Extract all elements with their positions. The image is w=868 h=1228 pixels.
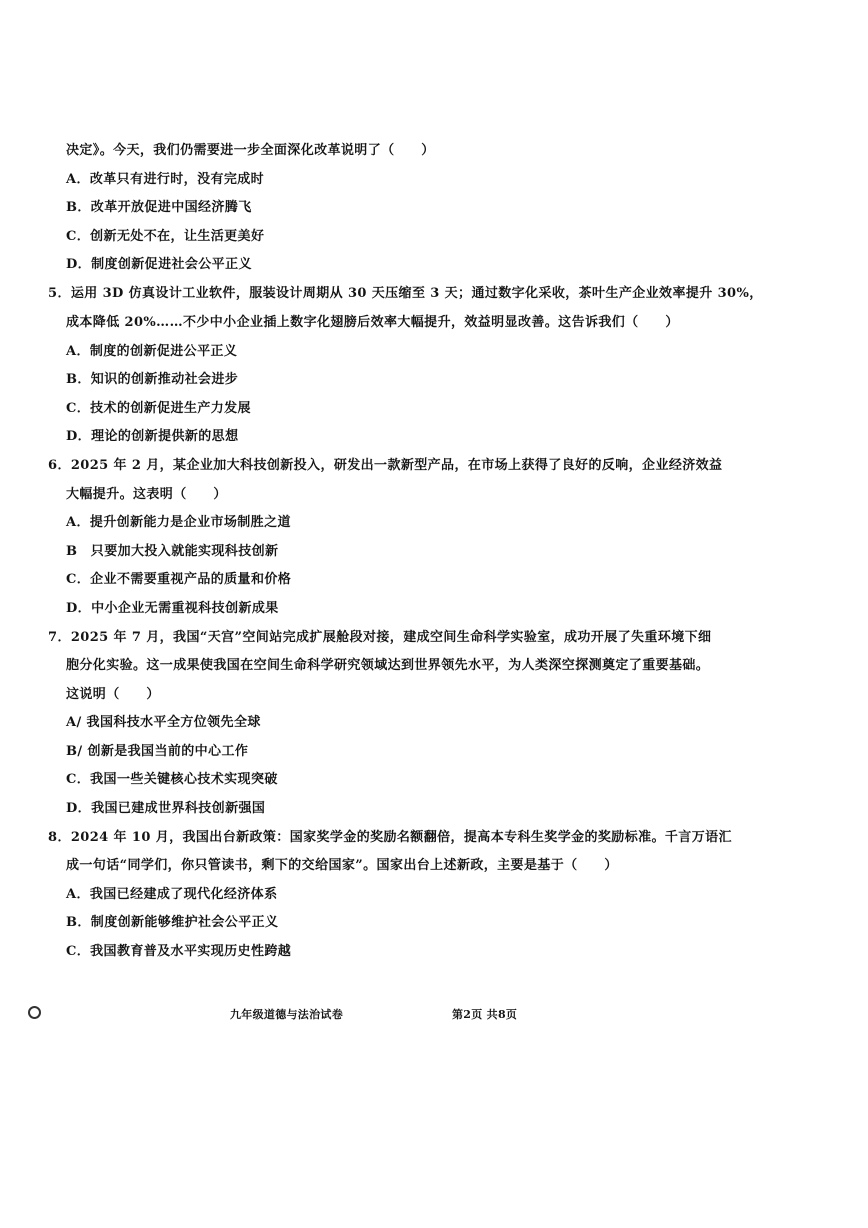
question-4-option-c: C．创新无处不在，让生活更美好: [66, 229, 265, 244]
footer-subject: 九年级道德与法治试卷: [230, 1008, 343, 1021]
question-8-option-a: A．我国已经建成了现代化经济体系: [66, 887, 278, 902]
question-5-stem-line-2: 成本降低 20%……不少中小企业插上数字化翅膀后效率大幅提升，效益明显改善。这告诉我们（ ）: [66, 315, 679, 330]
question-6-option-d: D．中小企业无需重视科技创新成果: [66, 601, 279, 616]
question-8-option-c: C．我国教育普及水平实现历史性跨越: [66, 944, 292, 959]
question-6-stem-line-2: 大幅提升。这表明（ ）: [66, 487, 227, 502]
question-4-option-a: A．改革只有进行时，没有完成时: [66, 172, 265, 187]
question-6-option-b: B 只要加大投入就能实现科技创新: [66, 544, 279, 559]
question-4-option-d: D．制度创新促进社会公平正义: [66, 257, 252, 272]
question-5-stem-line-1: 5．运用 3D 仿真设计工业软件，服装设计周期从 30 天压缩至 3 天；通过数字化采收，茶叶生产企业效率提升 30%，: [48, 286, 763, 301]
question-8-stem-line-1: 8．2024 年 10 月，我国出台新政策：国家奖学金的奖励名额翻倍，提高本专科生奖学金的奖励标准。千言万语汇: [48, 830, 732, 845]
question-8-stem-line-2: 成一句话“同学们，你只管读书，剩下的交给国家”。国家出台上述新政，主要是基于（ ）: [66, 858, 618, 873]
question-7-option-c: C．我国一些关键核心技术实现突破: [66, 772, 278, 787]
question-8-option-b: B．制度创新能够维护社会公平正义: [66, 915, 279, 930]
question-7-option-d: D．我国已建成世界科技创新强国: [66, 801, 266, 816]
question-7-option-a: A/ 我国科技水平全方位领先全球: [66, 715, 261, 730]
question-6-option-a: A．提升创新能力是企业市场制胜之道: [66, 515, 291, 530]
question-7-stem-line-3: 这说明（ ）: [66, 687, 160, 702]
question-5-option-a: A．制度的创新促进公平正义: [66, 344, 238, 359]
question-5-option-b: B．知识的创新推动社会进步: [66, 372, 239, 387]
question-7-stem-line-1: 7．2025 年 7 月，我国“天宫”空间站完成扩展舱段对接，建成空间生命科学实验室，成功开展了失重环境下细: [48, 630, 712, 645]
question-6-option-c: C．企业不需要重视产品的质量和价格: [66, 572, 292, 587]
question-6-stem-line-1: 6．2025 年 2 月，某企业加大科技创新投入，研发出一款新型产品，在市场上获得了良好的反响，企业经济效益: [48, 458, 723, 473]
footer-page-number: 第2页 共8页: [452, 1008, 518, 1021]
question-5-option-d: D．理论的创新提供新的思想: [66, 429, 239, 444]
binding-hole-icon: [28, 1006, 41, 1019]
question-4-option-b: B．改革开放促进中国经济腾飞: [66, 200, 252, 215]
question-4-stem-tail: 决定》。今天，我们仍需要进一步全面深化改革说明了（ ）: [66, 143, 435, 158]
question-7-option-b: B/ 创新是我国当前的中心工作: [66, 744, 249, 759]
question-5-option-c: C．技术的创新促进生产力发展: [66, 401, 251, 416]
question-7-stem-line-2: 胞分化实验。这一成果使我国在空间生命科学研究领域达到世界领先水平，为人类深空探测奠定了重要基础。: [66, 658, 710, 673]
